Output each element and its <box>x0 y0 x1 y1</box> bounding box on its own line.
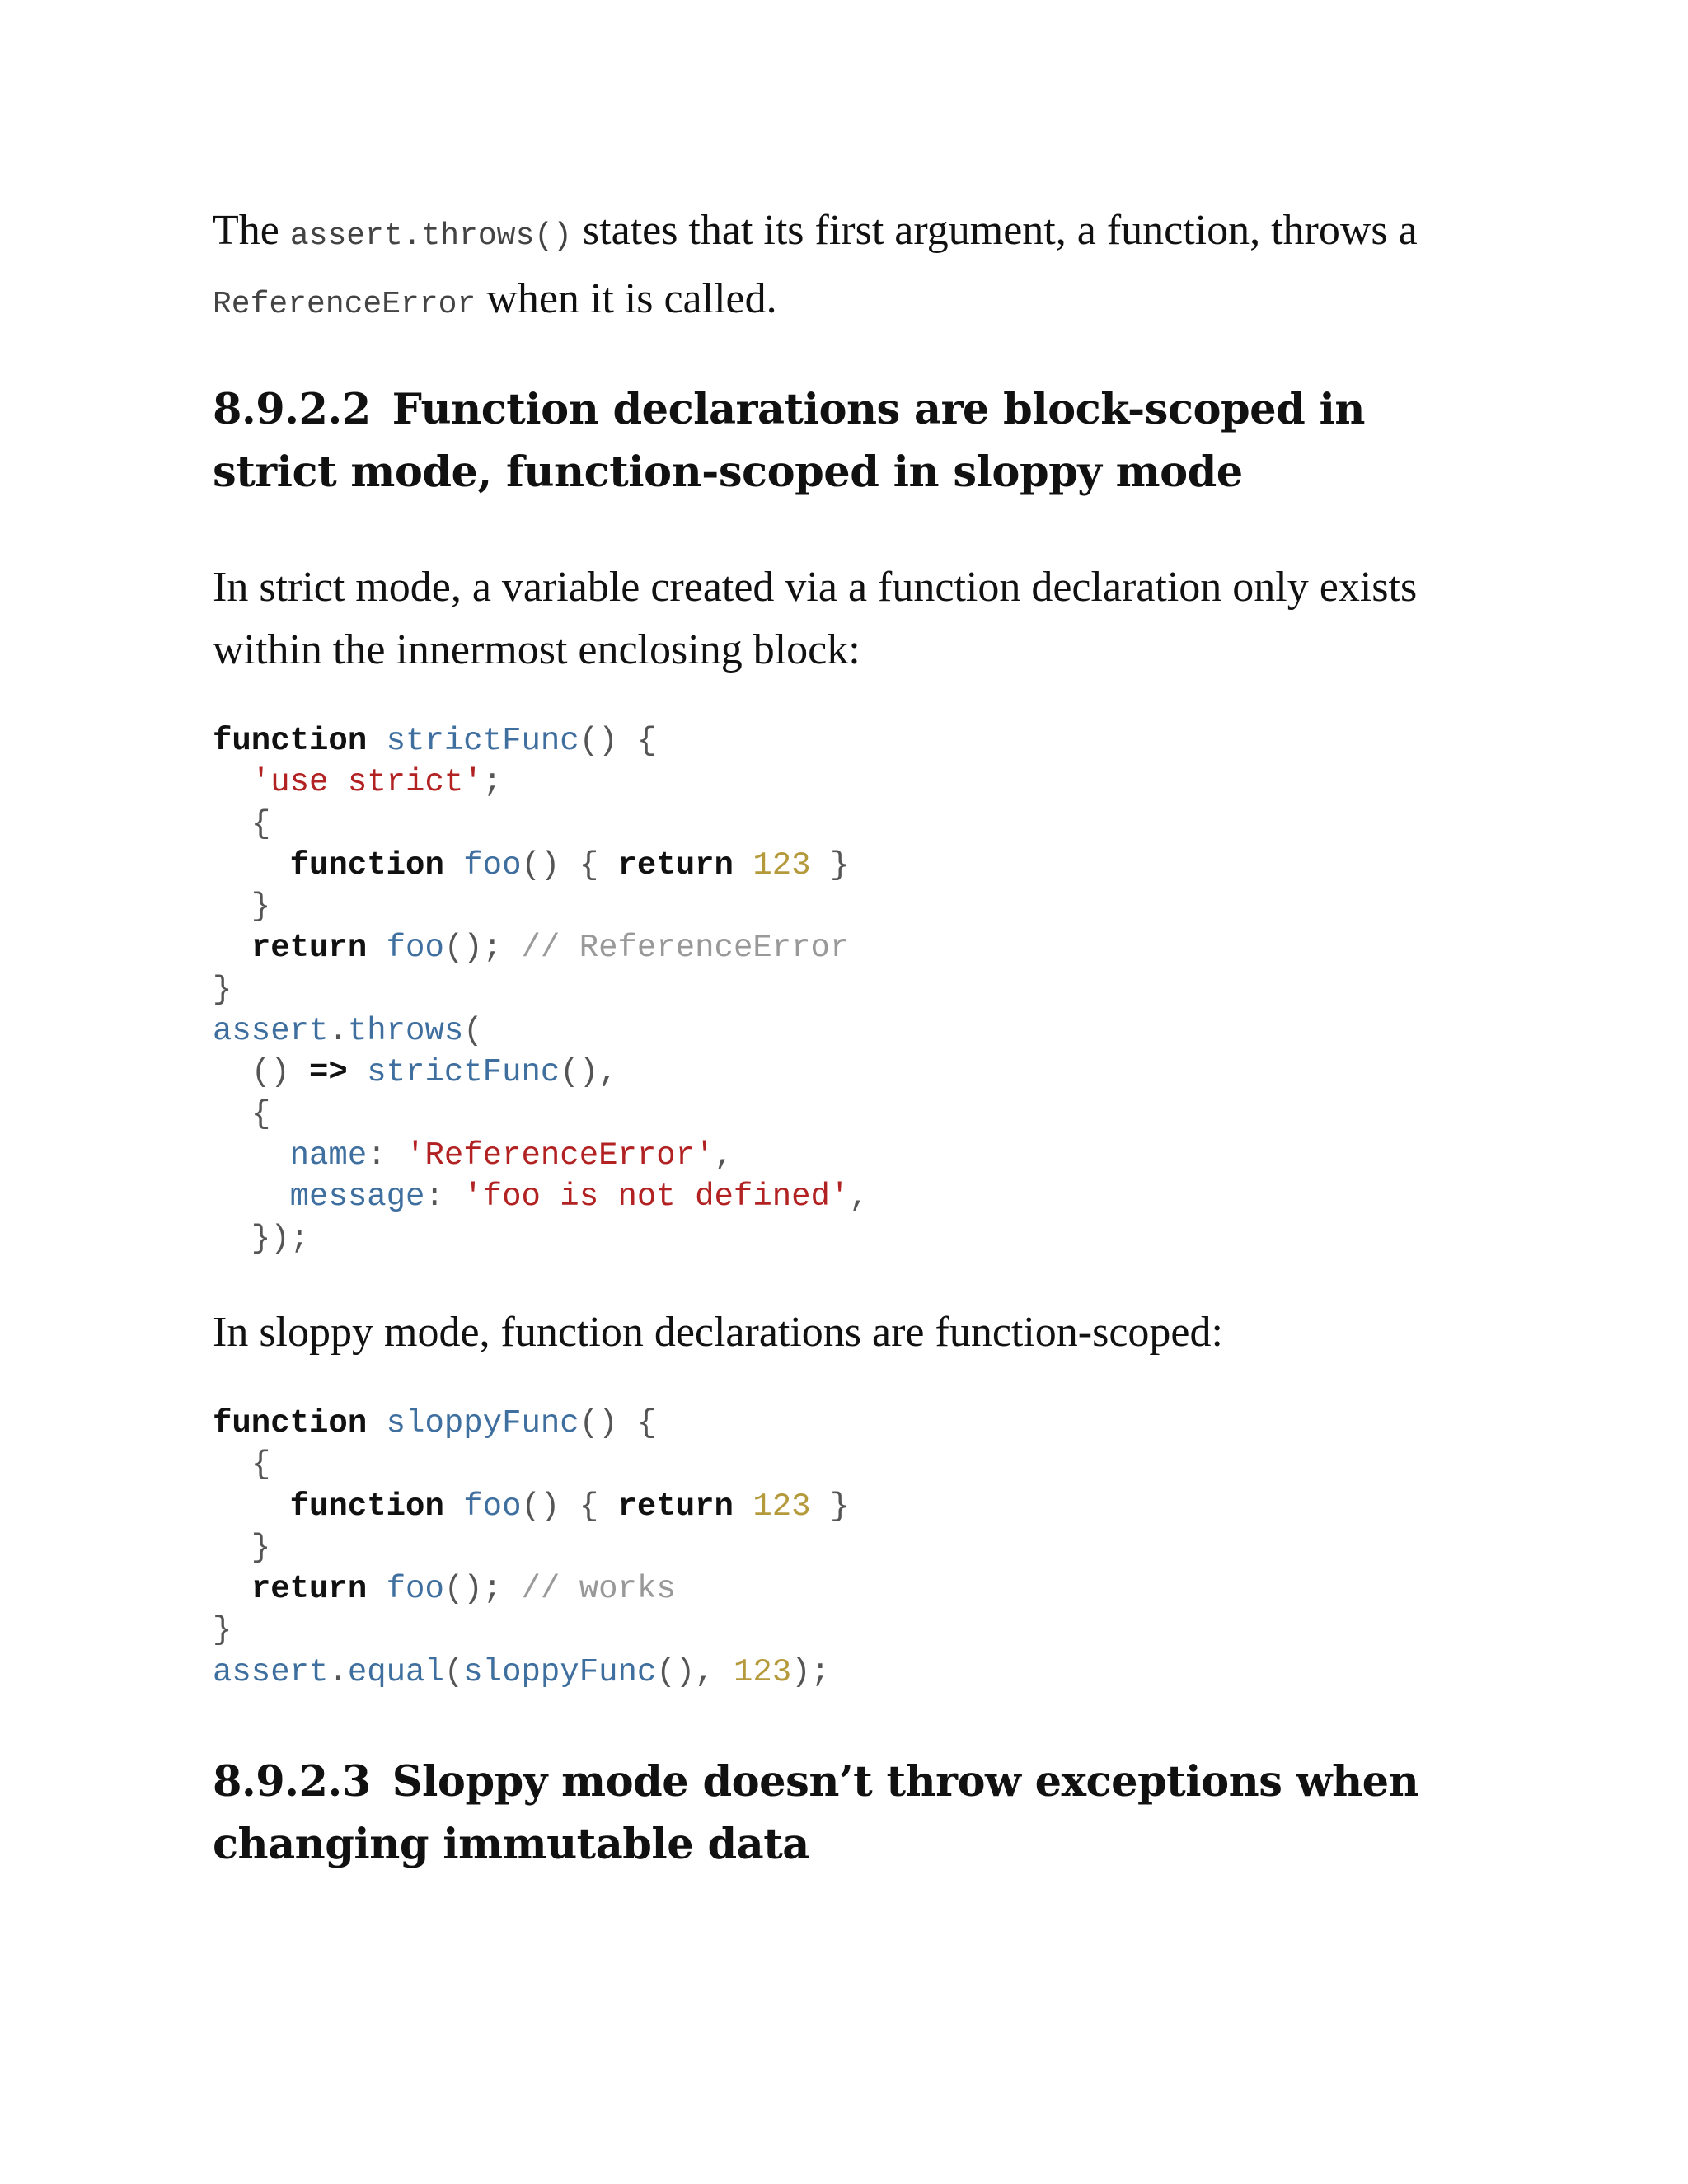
section-heading-8922 <box>213 378 1498 504</box>
intro-text-2: states that its first argument, a function, throws a <box>571 207 1418 254</box>
code-token: 123 <box>753 1488 811 1525</box>
code-token: () { <box>579 723 657 759</box>
code-token: throws <box>347 1013 464 1050</box>
code-token: foo <box>386 930 444 967</box>
code-block-sloppy <box>213 1403 849 1693</box>
code-token: } <box>213 1612 232 1649</box>
code-token: function <box>289 846 444 883</box>
code-token: 'foo is not defined' <box>463 1179 850 1216</box>
code-token: 'use strict' <box>251 764 483 801</box>
code-token: () { <box>521 846 618 883</box>
code-token: return <box>251 930 368 967</box>
code-token: (), <box>560 1054 618 1091</box>
code-token: { <box>251 805 271 842</box>
code-token: function <box>213 1405 368 1441</box>
code-token: () { <box>521 1488 618 1525</box>
code-token: return <box>617 846 734 883</box>
code-token: equal <box>347 1653 444 1690</box>
code-token: return <box>251 1571 368 1608</box>
code-token: : <box>424 1179 464 1216</box>
section-number: 8.9.2.3 <box>213 1757 371 1807</box>
code-token: } <box>251 1529 271 1566</box>
inline-code-referenceerror: ReferenceError <box>213 287 476 322</box>
code-token: foo <box>463 1488 522 1525</box>
code-token: 'ReferenceError' <box>406 1137 715 1174</box>
inline-code-assert-throws: assert.throws() <box>289 218 572 254</box>
code-token: name <box>289 1137 368 1174</box>
code-token: assert <box>213 1013 329 1050</box>
code-token: ; <box>482 764 503 801</box>
code-token: foo <box>463 846 522 883</box>
code-token: ( <box>463 1013 483 1050</box>
intro-text-1: The <box>213 207 290 254</box>
section-title: Function declarations are block-scoped in strict mode, function-scoped in sloppy mode <box>213 385 1365 497</box>
code-token: . <box>328 1013 348 1050</box>
intro-paragraph <box>213 199 1498 336</box>
code-token: ( <box>443 1653 464 1690</box>
code-token: // works <box>521 1571 676 1608</box>
code-block-strict <box>213 720 869 1259</box>
code-token: } <box>251 888 271 926</box>
code-token: message <box>289 1179 425 1216</box>
code-token: assert <box>213 1653 329 1690</box>
code-token: 123 <box>753 846 811 883</box>
code-token: : <box>367 1137 406 1174</box>
code-token: (), <box>656 1653 734 1690</box>
section-title: Sloppy mode doesn’t throw exceptions when changing immutable data <box>213 1757 1419 1869</box>
code-token: () { <box>579 1405 657 1441</box>
code-token: , <box>849 1179 869 1216</box>
code-token: strictFunc <box>386 723 579 759</box>
code-token: , <box>714 1137 734 1174</box>
code-token: return <box>617 1488 734 1525</box>
sloppy-mode-paragraph: In sloppy mode, function declarations are function-scoped: <box>213 1309 1223 1356</box>
code-token: ); <box>791 1653 830 1690</box>
code-token: } <box>810 1488 850 1525</box>
code-token: 123 <box>733 1653 792 1690</box>
code-token: foo <box>386 1571 444 1608</box>
code-token: sloppyFunc <box>386 1405 579 1441</box>
code-token: function <box>289 1488 444 1525</box>
code-token: { <box>251 1446 271 1483</box>
code-token: (); <box>443 1571 522 1608</box>
code-token: sloppyFunc <box>463 1653 657 1690</box>
code-token: strictFunc <box>367 1054 560 1091</box>
code-token: // ReferenceError <box>521 930 850 967</box>
section-heading-8923 <box>213 1750 1498 1876</box>
code-token: => <box>309 1054 348 1091</box>
code-token: (); <box>443 930 522 967</box>
strict-mode-paragraph: In strict mode, a variable created via a function declaration only exists within the innermost enclosing block: <box>213 564 1418 673</box>
code-token: function <box>213 723 368 759</box>
section-number: 8.9.2.2 <box>213 385 371 434</box>
intro-text-3: when it is called. <box>476 275 777 322</box>
code-token: } <box>213 971 232 1008</box>
code-token: }); <box>251 1220 310 1257</box>
code-token: } <box>810 846 850 883</box>
code-token: () <box>251 1054 310 1091</box>
code-token: . <box>328 1653 348 1690</box>
code-token: { <box>251 1095 271 1132</box>
